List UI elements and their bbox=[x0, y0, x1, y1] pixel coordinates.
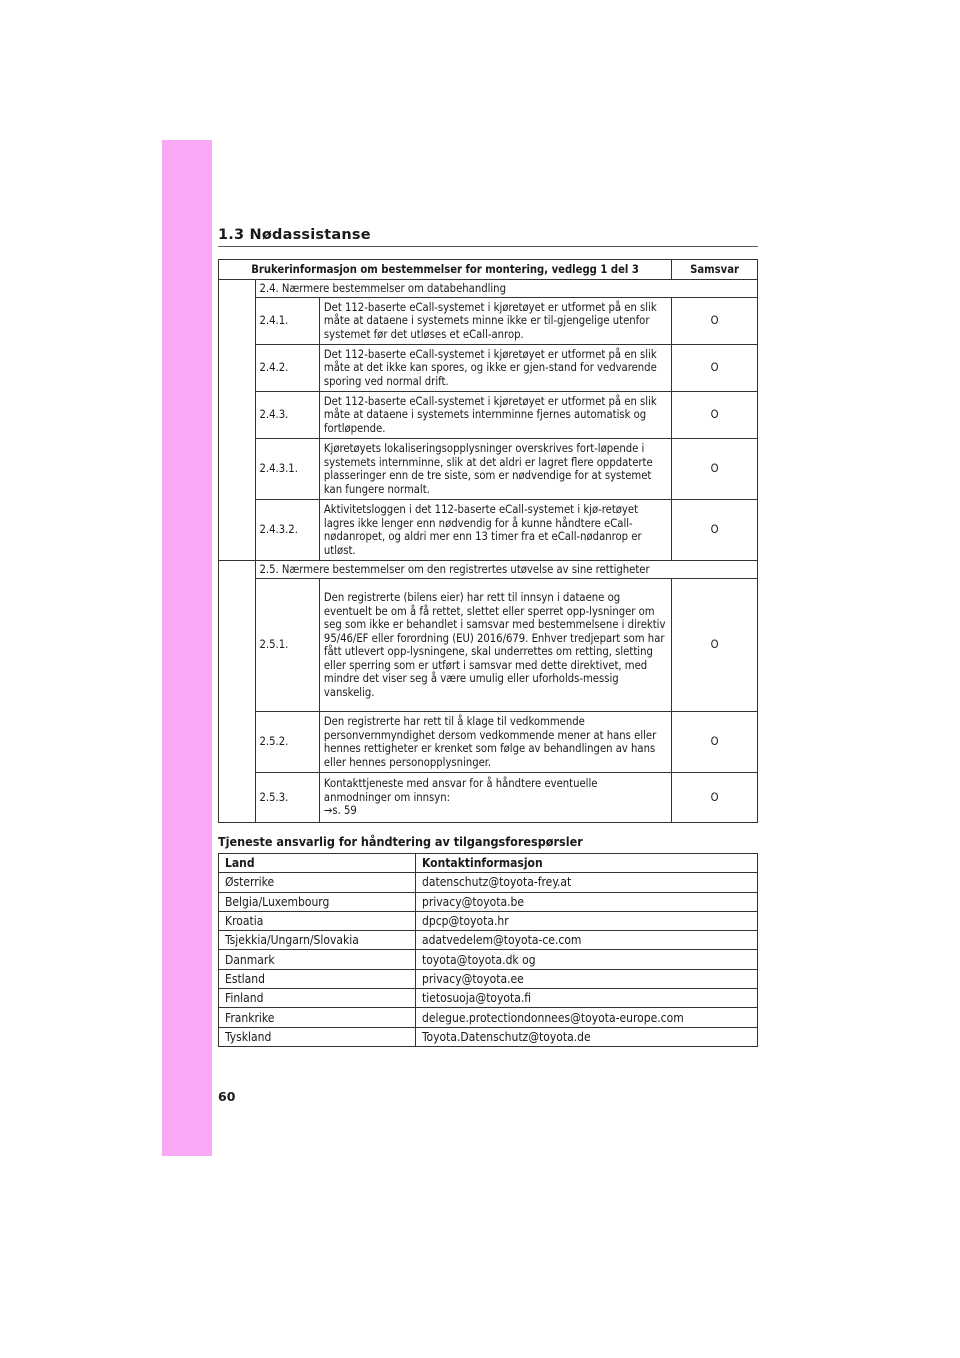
row-number: 2.4.3.2. bbox=[255, 500, 319, 561]
contact-email: toyota@toyota.dk og bbox=[416, 950, 758, 969]
contact-email: tietosuoja@toyota.fi bbox=[416, 989, 758, 1008]
row-number: 2.4.2. bbox=[255, 345, 319, 392]
row-text: Den registrerte har rett til å klage til vedkommende personvernmyndighet dersom vedkommende mener at hans eller hennes rettigheter er krenket som følge av behandlingen av hans eller hennes personopplysninger. bbox=[319, 712, 671, 773]
contact-table bbox=[218, 853, 758, 1047]
country: Danmark bbox=[219, 950, 416, 969]
row-mark: O bbox=[672, 345, 758, 392]
row-mark: O bbox=[672, 392, 758, 439]
row-text: Den registrerte (bilens eier) har rett til innsyn i dataene og eventuelt be om å få rettet, slettet eller sperret opp-lysninger om seg som ikke er behandlet i samsvar med bestemmelsene i direktiv 95/46/EF eller forordning (EU) 2016/679. Enhver tredjepart som har fått utlevert opp-lysningene, skal underrettes om retting, sletting eller sperring som er utført i samsvar med dette direktivet, med mindre det viser seg å være umulig eller uforholds-messig vanskelig. bbox=[319, 579, 671, 712]
row-number: 2.4.1. bbox=[255, 298, 319, 345]
group-heading-row bbox=[219, 561, 758, 579]
header-info: Brukerinformasjon om bestemmelser for montering, vedlegg 1 del 3 bbox=[219, 260, 672, 280]
row-mark: O bbox=[672, 712, 758, 773]
contact-email: datenschutz@toyota-frey.at bbox=[416, 873, 758, 892]
table-row bbox=[219, 579, 758, 712]
group-heading-row bbox=[219, 280, 758, 298]
contact-row bbox=[219, 873, 758, 892]
contact-email: adatvedelem@toyota-ce.com bbox=[416, 931, 758, 950]
country: Frankrike bbox=[219, 1008, 416, 1027]
country: Finland bbox=[219, 989, 416, 1008]
contact-row bbox=[219, 892, 758, 911]
row-text: Aktivitetsloggen i det 112-baserte eCall-systemet i kjø-retøyet lagres ikke lenger enn nødvendig for å kunne håndtere eCall-nødanropet, og aldri mer enn 13 timer fra et eCall-nødanrop er utløst. bbox=[319, 500, 671, 561]
row-text: Det 112-baserte eCall-systemet i kjøretøyet er utformet på en slik måte at dataene i systemets internminne fjernes automatisk og fortløpende. bbox=[319, 392, 671, 439]
row-number: 2.5.1. bbox=[255, 579, 319, 712]
contact-row bbox=[219, 911, 758, 930]
row-mark: O bbox=[672, 579, 758, 712]
row-text-cell bbox=[319, 773, 671, 823]
country: Tsjekkia/Ungarn/Slovakia bbox=[219, 931, 416, 950]
row-text: Det 112-baserte eCall-systemet i kjøretøyet er utformet på en slik måte at det ikke kan spores, og ikke er gjen-stand for vedvarende sporing ved normal drift. bbox=[319, 345, 671, 392]
header-contact: Kontaktinformasjon bbox=[416, 854, 758, 873]
table-row bbox=[219, 298, 758, 345]
contact-table-header bbox=[219, 854, 758, 873]
row-number: 2.5.3. bbox=[255, 773, 319, 823]
row-number: 2.4.3.1. bbox=[255, 439, 319, 500]
row-mark: O bbox=[672, 500, 758, 561]
access-heading: Tjeneste ansvarlig for håndtering av tilgangsforespørsler bbox=[218, 834, 583, 849]
contact-row bbox=[219, 989, 758, 1008]
contact-row bbox=[219, 931, 758, 950]
table-row bbox=[219, 439, 758, 500]
country: Belgia/Luxembourg bbox=[219, 892, 416, 911]
contact-row bbox=[219, 969, 758, 988]
country: Kroatia bbox=[219, 911, 416, 930]
contact-email: privacy@toyota.ee bbox=[416, 969, 758, 988]
row-number: 2.4.3. bbox=[255, 392, 319, 439]
header-compliance: Samsvar bbox=[672, 260, 758, 280]
row-text: Det 112-baserte eCall-systemet i kjøretøyet er utformet på en slik måte at dataene i systemets minne ikke er til-gjengelige utenfor systemet før det utløses et eCall-anrop. bbox=[319, 298, 671, 345]
compliance-table bbox=[218, 259, 758, 823]
contact-email: privacy@toyota.be bbox=[416, 892, 758, 911]
contact-email: dpcp@toyota.hr bbox=[416, 911, 758, 930]
contact-row bbox=[219, 1027, 758, 1046]
table-row bbox=[219, 712, 758, 773]
header-country: Land bbox=[219, 854, 416, 873]
table-row bbox=[219, 392, 758, 439]
country: Østerrike bbox=[219, 873, 416, 892]
row-text: Kontakttjeneste med ansvar for å håndtere eventuelle anmodninger om innsyn: bbox=[323, 777, 598, 804]
country: Estland bbox=[219, 969, 416, 988]
country: Tyskland bbox=[219, 1027, 416, 1046]
contact-row bbox=[219, 950, 758, 969]
table-row bbox=[219, 500, 758, 561]
contact-email: delegue.protectiondonnees@toyota-europe.com bbox=[416, 1008, 758, 1027]
row-mark: O bbox=[672, 439, 758, 500]
group-spacer bbox=[219, 280, 256, 561]
page-number: 60 bbox=[218, 1089, 236, 1104]
section-header bbox=[218, 224, 758, 247]
page-reference-link[interactable]: →s. 59 bbox=[323, 804, 357, 818]
table-row bbox=[219, 345, 758, 392]
section-title: 1.3 Nødassistanse bbox=[218, 227, 371, 243]
side-color-band bbox=[162, 140, 212, 1156]
group-heading: 2.4. Nærmere bestemmelser om databehandling bbox=[255, 280, 758, 298]
row-text: Kjøretøyets lokaliseringsopplysninger overskrives fort-løpende i systemets internminne, slik at det aldri er lagret flere oppdaterte plasseringer enn de tre siste, som er nødvendige for at systemet kan fungere normalt. bbox=[319, 439, 671, 500]
row-mark: O bbox=[672, 773, 758, 823]
group-spacer bbox=[219, 561, 256, 823]
contact-row bbox=[219, 1008, 758, 1027]
group-heading: 2.5. Nærmere bestemmelser om den registrertes utøvelse av sine rettigheter bbox=[255, 561, 758, 579]
compliance-table-header bbox=[219, 260, 758, 280]
row-number: 2.5.2. bbox=[255, 712, 319, 773]
table-row bbox=[219, 773, 758, 823]
contact-email: Toyota.Datenschutz@toyota.de bbox=[416, 1027, 758, 1046]
row-mark: O bbox=[672, 298, 758, 345]
